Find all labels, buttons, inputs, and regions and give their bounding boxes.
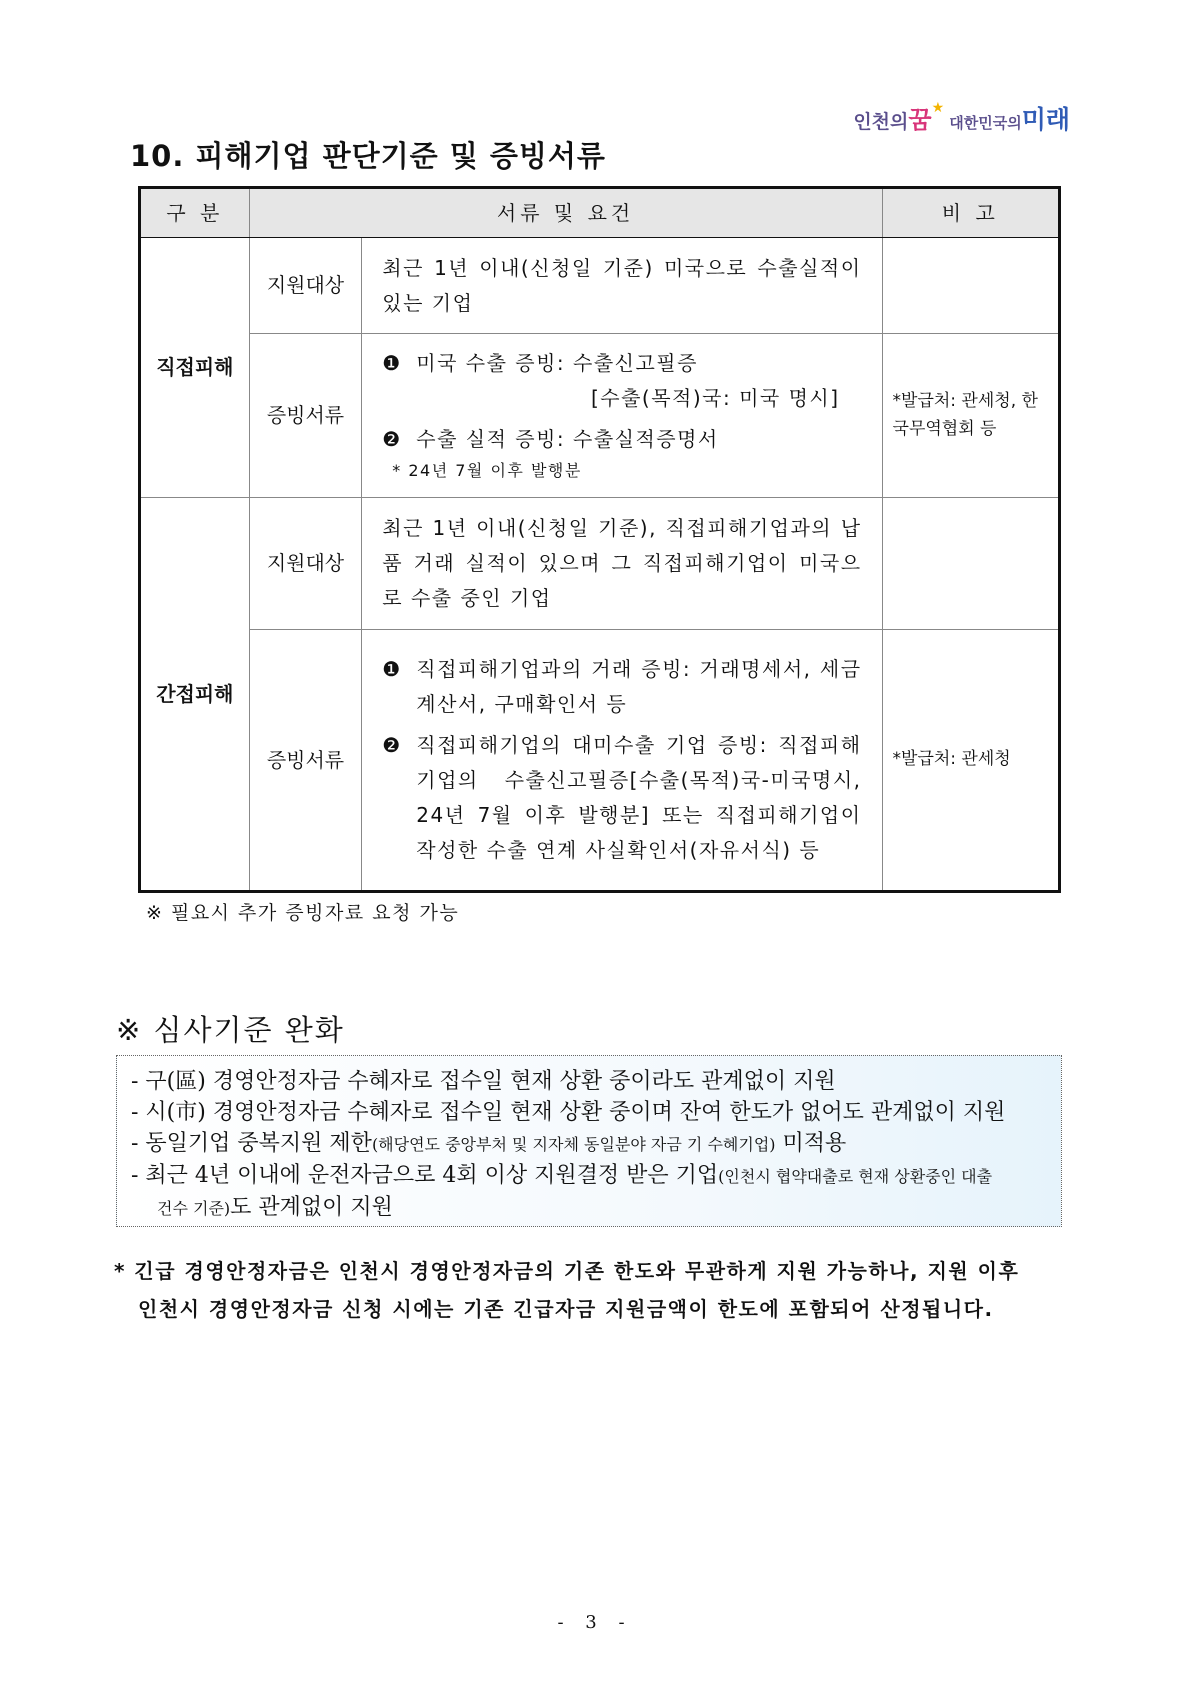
table-header-row — [140, 188, 1060, 238]
item4-small2: 건수 기준) — [157, 1199, 231, 1218]
indirect-remark: *발급처: 관세청 — [882, 630, 1059, 892]
sub-label-target: 지원대상 — [249, 238, 362, 334]
item4-end: 도 관계없이 지원 — [230, 1195, 393, 1220]
direct-doc-note: * 24년 7월 이후 발행분 — [392, 461, 582, 480]
list-item — [382, 346, 861, 381]
list-item — [131, 1128, 1051, 1160]
number-icon: ❷ — [382, 733, 402, 757]
direct-doc1-text: 미국 수출 증빙: 수출신고필증 — [416, 351, 698, 375]
indirect-doc2-text: 직접피해기업의 대미수출 기업 증빙: 직접피해기업의 수출신고필증[수출(목적)국-미국명시, 24년 7월 이후 발행분] 또는 직접피해기업이 작성한 수출 연계 사실확인서(자유서식) 등 — [416, 733, 862, 862]
table-row — [140, 238, 1060, 334]
logo-text-3: 대한민국의 — [949, 114, 1022, 132]
category-direct: 직접피해 — [140, 238, 250, 498]
list-item — [382, 422, 861, 457]
number-icon: ❷ — [382, 427, 402, 451]
header-category: 구 분 — [140, 188, 250, 238]
indirect-doc1-text: 직접피해기업과의 거래 증빙: 거래명세서, 세금계산서, 구매확인서 등 — [416, 657, 862, 716]
indirect-target-text: 최근 1년 이내(신청일 기준), 직접피해기업과의 납품 거래 실적이 있으며 그 직접피해기업이 미국으로 수출 중인 기업 — [362, 498, 882, 630]
number-icon: ❶ — [382, 351, 402, 375]
list-item: - 시(市) 경영안정자금 수혜자로 접수일 현재 상환 중이며 잔여 한도가 없어도 관계없이 지원 — [131, 1100, 1006, 1125]
logo-text-4: 미래 — [1021, 105, 1070, 134]
direct-target-text: 최근 1년 이내(신청일 기준) 미국으로 수출실적이 있는 기업 — [362, 238, 882, 334]
page-number: - 3 - — [557, 1612, 633, 1633]
category-indirect: 간접피해 — [140, 498, 250, 892]
header-remarks: 비 고 — [882, 188, 1059, 238]
list-item — [131, 1160, 1051, 1192]
emergency-note-line1: * 긴급 경영안정자금은 인천시 경영안정자금의 기존 한도와 무관하게 지원 가능하나, 지원 이후 — [114, 1259, 1020, 1283]
list-item-continuation — [131, 1192, 1051, 1224]
item3-end: 미적용 — [775, 1131, 847, 1156]
logo-text-1: 인천의 — [853, 111, 909, 133]
table-row — [140, 334, 1060, 498]
relaxation-title: ※ 심사기준 완화 — [116, 1013, 345, 1047]
item3-small: (해당연도 중앙부처 및 지자체 동일분야 자금 기 수혜기업) — [371, 1135, 776, 1154]
star-icon: ★ — [931, 100, 945, 116]
table-row — [140, 630, 1060, 892]
remark-empty — [882, 238, 1059, 334]
logo — [853, 100, 1070, 136]
direct-doc2-text: 수출 실적 증빙: 수출실적증명서 — [416, 427, 719, 451]
relaxation-box — [116, 1055, 1062, 1227]
logo-text-2: 꿈 — [908, 106, 932, 134]
sub-label-docs: 증빙서류 — [249, 334, 362, 498]
direct-docs — [362, 334, 882, 498]
item4-small: (인천시 협약대출로 현재 상환중인 대출 — [718, 1167, 993, 1186]
list-item — [382, 728, 861, 868]
emergency-note — [114, 1252, 1080, 1328]
table-footnote: ※ 필요시 추가 증빙자료 요청 가능 — [146, 902, 460, 924]
item3-main: - 동일기업 중복지원 제한 — [131, 1131, 372, 1156]
sub-label-target: 지원대상 — [249, 498, 362, 630]
criteria-table — [138, 186, 1061, 893]
emergency-note-line2: 인천시 경영안정자금 신청 시에는 기존 긴급자금 지원금액이 한도에 포함되어 산정됩니다. — [138, 1297, 994, 1321]
sub-label-docs: 증빙서류 — [249, 630, 362, 892]
table-row — [140, 498, 1060, 630]
list-item: - 구(區) 경영안정자금 수혜자로 접수일 현재 상환 중이라도 관계없이 지원 — [131, 1069, 836, 1094]
header-requirements: 서류 및 요건 — [249, 188, 882, 238]
number-icon: ❶ — [382, 657, 402, 681]
remark-empty — [882, 498, 1059, 630]
section-title: 10. 피해기업 판단기준 및 증빙서류 — [130, 139, 606, 173]
indirect-docs — [362, 630, 882, 892]
direct-doc1-detail: [수출(목적)국: 미국 명시] — [590, 386, 840, 410]
item4-main: - 최근 4년 이내에 운전자금으로 4회 이상 지원결정 받은 기업 — [131, 1163, 719, 1188]
list-item — [382, 652, 861, 722]
direct-remark: *발급처: 관세청, 한국무역협회 등 — [882, 334, 1059, 498]
